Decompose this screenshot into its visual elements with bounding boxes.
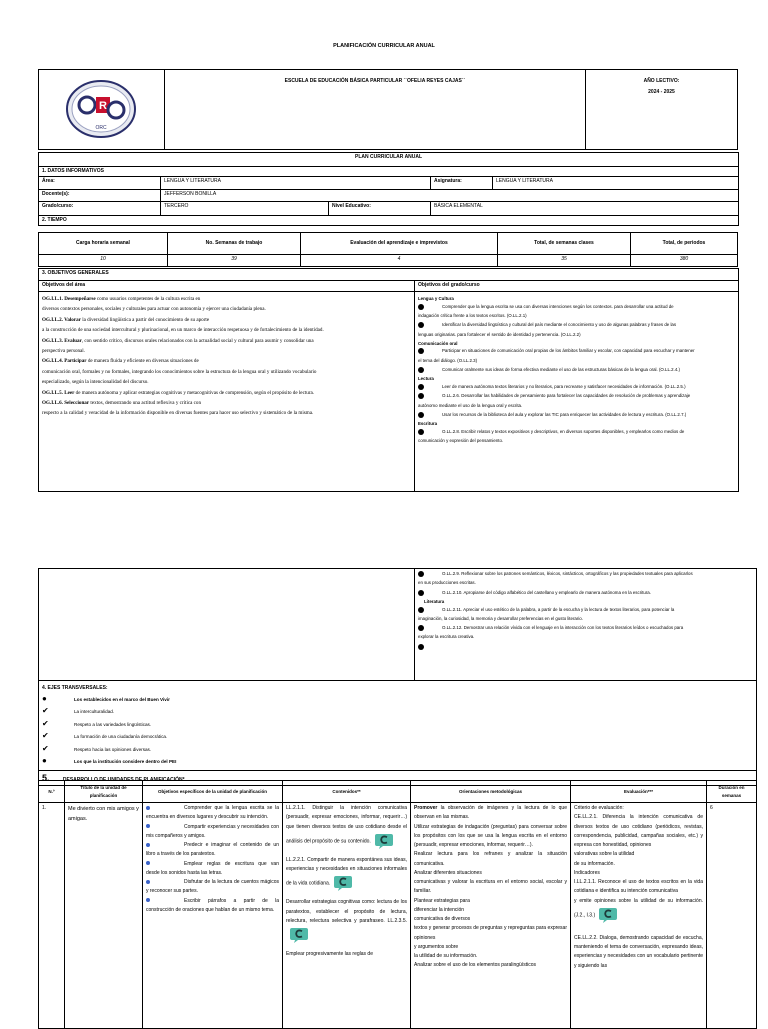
area-objective — [42, 296, 411, 303]
method-item: Utilizar estrategias de indagación (preguntas) para conversar sobre los propósitos con los que se usa la lengua escrita en el entorno (persuadir, expresar emociones, informar, requerir…). — [414, 823, 567, 848]
units-table — [38, 780, 757, 1029]
unit-content: LL.2.2.1. Compartir de manera espontánea sus ideas, experiencias y necesidades en situaciones informales de la vida cotidiana. — [286, 856, 407, 893]
area-objective-text: especializado, según la intencionalidad del discurso. — [42, 379, 149, 386]
area-objective-text: a la construcción de una sociedad intercultural y plurinacional, en un marco de interacción respetuosa y de fortalecimiento de la identidad. — [42, 327, 324, 334]
area-objective-code: OG.I.L.4. Participar — [42, 358, 87, 365]
svg-text:ORC: ORC — [95, 125, 107, 131]
evaluation-item: y emite opiniones sobre la utilidad de su información. (J.2., I.3.) — [574, 897, 703, 924]
svg-text:R: R — [99, 100, 108, 112]
area-objective — [42, 379, 411, 386]
bullet-icon — [146, 824, 150, 828]
bullet-icon — [418, 304, 424, 310]
objective-item — [418, 590, 753, 597]
method-item: la utilidad de su información. — [414, 953, 478, 959]
method-item: Analizar diferentes situaciones — [414, 869, 482, 876]
bullet-icon: ● — [42, 693, 47, 703]
bullet-icon — [146, 898, 150, 902]
bullet-icon — [418, 571, 424, 577]
area-objective-code: OG.I.L.3. Evaluar — [42, 337, 82, 344]
objective-group-title: Escritura — [418, 421, 438, 427]
objective-item — [418, 322, 735, 329]
evaluation-item: CE.LL.2.1. Diferencia la intención comunicativa de diversos textos de uso cotidiano (periódicos, revistas, correspondencia, publicidad, campañas sociales, etc.) y expresa con honestidad, opiniones — [574, 814, 703, 848]
objective-item — [418, 367, 735, 374]
unit-column-header: Objetivos específicos de la unidad de planificación — [143, 781, 283, 803]
unit-content: Desarrollar estrategias cognitivas como: lectura de los paratextos, establecer el propósito de lectura, relectura, relectura selectiva y parafraseo. LL.2.3.5. — [286, 898, 407, 944]
area-value: LENGUA Y LITERATURA — [161, 177, 431, 190]
eje-item — [42, 706, 753, 719]
eje-text: Respeto hacia las opiniones diversas. — [74, 746, 152, 752]
objective-text: O.LL.2.12. Demostrar una relación vívida con el lenguaje en la interacción con los textos literarios leídos o escuchados para — [442, 625, 684, 631]
area-objective-code: OG.I.L.1. Desempeñarse — [42, 296, 96, 302]
bullet-icon — [146, 880, 150, 884]
method-item — [414, 804, 567, 823]
objective-item — [418, 429, 735, 436]
area-objective — [42, 369, 411, 376]
check-icon: ✔ — [42, 731, 49, 741]
unit-objective — [146, 897, 279, 916]
unit-objective — [146, 860, 279, 879]
area-objective — [42, 358, 411, 365]
eje-item — [42, 756, 753, 769]
school-name: ESCUELA DE EDUCACIÓN BÁSICA PARTICULAR ``OFELIA REYES CAJAS`` — [164, 70, 585, 150]
bullet-icon — [146, 861, 150, 865]
logo-cell — [39, 70, 165, 150]
unit-column-header: Evaluación*** — [571, 781, 707, 803]
method-keyword: Promover — [414, 805, 438, 811]
docente-value: JEFFERSON BONILLA — [161, 190, 739, 202]
area-objective — [42, 327, 411, 334]
unit-methods — [411, 803, 571, 1029]
eje-text: La interculturalidad. — [74, 709, 115, 715]
area-objectives-header: Objetivos del área — [39, 281, 415, 292]
chat-c-icon — [374, 832, 394, 850]
bullet-icon — [418, 348, 424, 354]
unit-duration: 6 — [707, 803, 757, 1029]
area-objective — [42, 348, 411, 355]
grado-objectives-continued — [415, 569, 757, 681]
objective-text-cont: indagación crítica frente a los textos escritos. (O.LL.2.1) — [418, 312, 527, 318]
objetivos-table — [38, 268, 739, 492]
bullet-icon — [418, 607, 424, 613]
unit-content: Emplear progresivamente las reglas de — [286, 951, 373, 957]
method-item: y argumentos sobre — [414, 943, 459, 950]
objective-text-cont: el tema del diálogo. (O.LL.2.3) — [418, 357, 478, 363]
section-5-number: 5. — [42, 772, 50, 783]
unit-objective — [146, 841, 279, 860]
unit-column-header: Título de la unidad de planificación — [65, 781, 143, 803]
ejes-section — [39, 681, 757, 771]
unit-evaluation — [571, 803, 707, 1029]
bullet-icon — [418, 322, 424, 328]
objective-text-cont: en sus producciones escritas. — [418, 580, 476, 586]
unit-objective-text: Escribir párrafos a partir de la construcción de oraciones que hablan de un mismo tema. — [146, 897, 279, 913]
objective-item — [418, 348, 735, 355]
evaluation-item: Criterio de evaluación: — [574, 805, 624, 811]
tiempo-header: No. Semanas de trabajo — [168, 233, 301, 255]
unit-column-header: Duración en semanas — [707, 781, 757, 803]
objective-text: Participar en situaciones de comunicación oral propias de los ámbitos familiar y escolar, con capacidad para escuchar y mantener — [442, 348, 695, 354]
area-objective-text: perspectiva personal. — [42, 348, 85, 355]
area-objective — [42, 317, 411, 324]
objective-text: O.LL.2.11. Apreciar el uso estético de la palabra, a partir de la escucha y la lectura de textos literarios, para potenciar la — [442, 606, 675, 612]
bullet-icon — [418, 384, 424, 390]
bullet-icon — [418, 644, 424, 650]
objective-text: Usar los recursos de la biblioteca del aula y explorar las TIC para enriquecer las actividades de lectura y escritura. (O.LL.2.7.) — [442, 411, 687, 417]
bullet-icon — [418, 590, 424, 596]
unit-title: Me divierto con mis amigos y amigas. — [65, 803, 143, 1029]
area-objective-text: de manera fluida y eficiente en diversas situaciones de — [86, 358, 199, 365]
asignatura-value: LENGUA Y LITERATURA — [493, 177, 739, 190]
objective-group-title: Literatura — [424, 598, 445, 604]
tiempo-value: 4 — [301, 255, 498, 267]
unit-objective-text: Disfrutar de la lectura de cuentos mágicos y reconocer sus partes. — [146, 879, 279, 895]
objective-item — [418, 607, 753, 614]
objective-text-cont: explorar la escritura creativa. — [418, 634, 475, 640]
method-text: la observación de imágenes y la lectura de lo que observan en las mismas. — [414, 805, 567, 821]
plan-title: PLAN CURRICULAR ANUAL — [39, 153, 739, 167]
tiempo-header: Evaluación del aprendizaje e imprevistos — [301, 233, 498, 255]
method-item: Realizar lectura para los refranes y analizar la situación comunicativa. — [414, 851, 567, 867]
bullet-icon — [418, 367, 424, 373]
evaluation-item: valorativas sobre la utilidad — [574, 851, 635, 858]
unit-objective-text: Predecir e imaginar el contenido de un libro a través de los paratextos. — [146, 842, 279, 858]
tiempo-value: 10 — [39, 255, 168, 267]
area-objective-text: diversos contextos personales, sociales y culturales para actuar con autonomía y ejercer una ciudadanía plena. — [42, 306, 266, 313]
unit-number: 1. — [39, 803, 65, 1029]
grado-label: Grado/curso: — [39, 202, 161, 216]
eje-item — [42, 719, 753, 732]
school-year: AÑO LECTIVO: 2024 - 2025 — [586, 70, 738, 150]
bullet-icon: ● — [42, 756, 47, 766]
objective-group-title: Lengua y Cultura — [418, 296, 454, 301]
docente-label: Docente(s): — [39, 190, 161, 202]
objective-text-cont: autónomo mediante el uso de la lengua oral y escrita. — [418, 402, 523, 408]
tiempo-value: 380 — [631, 255, 738, 267]
chat-c-icon — [289, 926, 309, 944]
objective-item — [418, 412, 735, 419]
objective-text-cont: lenguas originarias. para fortalecer el sentido de identidad y pertenencia. (O.LL.2.2) — [418, 331, 581, 337]
info-table — [38, 152, 739, 226]
grado-objectives-header: Objetivos del grado/curso — [415, 281, 739, 292]
eje-item — [42, 744, 753, 757]
objective-text-cont: imaginación, la curiosidad, la memoria y desarrollar preferencias en el gusto literario. — [418, 615, 583, 621]
objective-text: Leer de manera autónoma textos literarios y no literarios, para recrearse y satisfacer necesidades de información. (O.LL.2.5.) — [442, 384, 686, 390]
objective-text: Comprender que la lengua escrita se usa con diversas intenciones según los contextos. para desarrollar una actitud de — [442, 303, 674, 309]
unit-content: LL.2.1.1. Distinguir la intención comunicativa (persuadir, expresar emociones, informar, requerir…) que tienen diversos textos de uso cotidiano desde el análisis del propósito de su contenido. — [286, 804, 407, 850]
objective-text: O.LL.2.10. Apropiarse del código alfabético del castellano y emplearlo de manera autónoma en la escritura. — [442, 589, 651, 595]
objective-item — [418, 384, 735, 391]
continuation-table — [38, 568, 757, 786]
page-title: PLANIFICACIÓN CURRICULAR ANUAL — [333, 43, 435, 49]
unit-objective-text: Compartir experiencias y necesidades con mis compañeros y amigos. — [146, 823, 279, 839]
chat-c-icon — [598, 906, 618, 924]
eje-text: La formación de una ciudadanía democrática. — [74, 734, 168, 740]
unit-objective-text: Emplear reglas de escritura que van desde los sonidos hasta las letras. — [146, 860, 279, 876]
nivel-label: Nivel Educativo: — [329, 202, 431, 216]
tiempo-header: Carga horaria semanal — [39, 233, 168, 255]
bullet-icon — [418, 429, 424, 435]
check-icon: ✔ — [42, 706, 49, 716]
unit-objective — [146, 823, 279, 842]
area-objective-text: de manera autónoma y aplicar estrategias cognitivas y metacognitivas de comprensión, según el propósito de lectura. — [74, 389, 315, 396]
unit-contents — [283, 803, 411, 1029]
objective-text: Comunicar oralmente sus ideas de forma efectiva mediante el uso de las estructuras básicas de la lengua oral. (O.LL.2.4.) — [442, 367, 680, 373]
tiempo-table — [38, 232, 738, 267]
objective-text: O.LL.2.8. Escribir relatos y textos expositivos y descriptivos, en diversos soportes disponibles, y emplearlos como medios de — [442, 428, 685, 434]
objective-group-title: Comunicación oral — [418, 340, 458, 346]
tiempo-header: Total, de periodos — [631, 233, 738, 255]
nivel-value: BÁSICA ELEMENTAL — [431, 202, 739, 216]
evaluation-item: de su información. — [574, 860, 615, 867]
method-item: comunicativa de diversos — [414, 916, 471, 922]
area-objective-text: , con sentido crítico, discursos orales relacionados con la actualidad social y cultural para asumir y consolidar una — [81, 337, 314, 344]
unit-column-header: Contenidos** — [283, 781, 411, 803]
area-objectives-list — [39, 292, 415, 492]
section-tiempo: 2. TIEMPO — [39, 216, 739, 226]
area-objective-text: respecto a la calidad y veracidad de la información disponible en diversas fuentes para hacer uso selectivo y sistemático de la misma. — [42, 410, 314, 417]
area-objective-text: como usuarios competentes de la cultura escrita en — [95, 296, 201, 302]
objective-text: O.LL.2.6. Desarrollar las habilidades de pensamiento para fortalecer las capacidades de resolución de problemas y aprendizaje — [442, 393, 691, 399]
evaluation-item: Indicadores — [574, 869, 600, 876]
area-objective-code: OG.I.L.5. Leer — [42, 389, 75, 396]
section-5-title: DESARROLLO DE UNIDADES DE PLANIFICACIÓN* — [62, 776, 185, 783]
bullet-icon — [146, 843, 150, 847]
ejes-title: 4. EJES TRANSVERSALES: — [42, 685, 108, 691]
bullet-icon — [418, 412, 424, 418]
objective-item — [418, 304, 735, 311]
unit-objective — [146, 804, 279, 823]
objective-item — [418, 571, 753, 578]
area-objective-text: comunicación oral, formales y no formales, integrando los conocimientos sobre la estructura de la lengua oral y utilizando vocabulario — [42, 368, 317, 375]
unit-column-header: N.º — [39, 781, 65, 803]
area-objective — [42, 400, 411, 407]
unit-objective — [146, 878, 279, 897]
area-objective-text: textos, demostrando una actitud reflexiva y crítica con — [89, 400, 202, 407]
objective-item — [418, 625, 753, 632]
chat-c-icon — [333, 874, 353, 892]
method-item: Analizar sobre el uso de los elementos paralingüísticos — [414, 962, 537, 969]
method-item: diferenciar la intención — [414, 906, 465, 913]
check-icon: ✔ — [42, 718, 49, 728]
eje-item — [42, 731, 753, 744]
objective-text: O.LL.2.9. Reflexionar sobre los patrones semánticos, léxicos, sintácticos, ortográficos y las propiedades textuales para aplicarlos — [442, 571, 693, 577]
area-objective-code: OG.I.L.2. Valorar — [42, 316, 81, 323]
area-objective — [42, 410, 411, 417]
area-label: Área: — [39, 177, 161, 190]
tiempo-value: 39 — [168, 255, 301, 267]
grado-objectives-list — [415, 292, 739, 492]
objective-item — [418, 393, 735, 400]
eje-item — [42, 694, 753, 707]
tiempo-header: Total, de semanas clases — [498, 233, 631, 255]
unit-column-header: Orientaciones metodológicas — [411, 781, 571, 803]
check-icon: ✔ — [42, 743, 49, 753]
bullet-icon — [418, 625, 424, 631]
method-item: textos y generar procesos de preguntas y repreguntas para expresar opiniones — [414, 925, 567, 941]
objective-group-title: Lectura — [418, 376, 434, 382]
header-table — [38, 69, 738, 150]
section-objetivos: 3. OBJETIVOS GENERALES — [39, 269, 739, 281]
area-objective-code: OG.I.L.6. Seleccionar — [42, 400, 90, 407]
objective-text-cont: comunicación y expresión del pensamiento. — [418, 438, 504, 444]
school-crest-icon — [56, 75, 146, 143]
bullet-icon — [418, 393, 424, 399]
unit-objective-text: Comprender que la lengua escrita se la encuentra en diversos lugares y descubrir su intención. — [146, 805, 279, 821]
section-datos: 1. DATOS INFORMATIVOS — [39, 167, 739, 177]
objective-text: Identificar la diversidad lingüística y cultural del país mediante el conocimiento y uso de algunas palabras y frases de las — [442, 322, 677, 328]
bullet-icon — [146, 806, 150, 810]
grado-value: TERCERO — [161, 202, 329, 216]
area-objective — [42, 306, 411, 313]
evaluation-item: CE.LL.2.2. Dialoga, demostrando capacidad de escucha, manteniendo el tema de conversación, expresando ideas, experiencias y necesidades con un vocabulario pertinente y siguiendo las — [574, 934, 703, 969]
unit-objectives — [143, 803, 283, 1029]
continuation-empty-cell — [39, 569, 415, 681]
eje-text: Respeto a las variedades lingüísticas. — [74, 721, 152, 727]
asignatura-label: Asignatura: — [431, 177, 493, 190]
evaluation-item: I.LL.2.1.1. Reconoce el uso de textos escritos en la vida cotidiana e identifica su intención comunicativa — [574, 879, 703, 895]
area-objective — [42, 338, 411, 345]
eje-text: Los establecidos en el marco del Buen Vivir — [74, 696, 170, 702]
tiempo-value: 35 — [498, 255, 631, 267]
area-objective-text: la diversidad lingüística a partir del conocimiento de su aporte — [80, 316, 210, 323]
method-item: comunicativas y valorar la escritura en el entorno social, escolar y familiar. — [414, 879, 567, 895]
eje-text: Los que la institución considere dentro del PEI — [74, 759, 177, 765]
area-objective — [42, 390, 411, 397]
method-item: Plantear estrategias para — [414, 897, 470, 904]
